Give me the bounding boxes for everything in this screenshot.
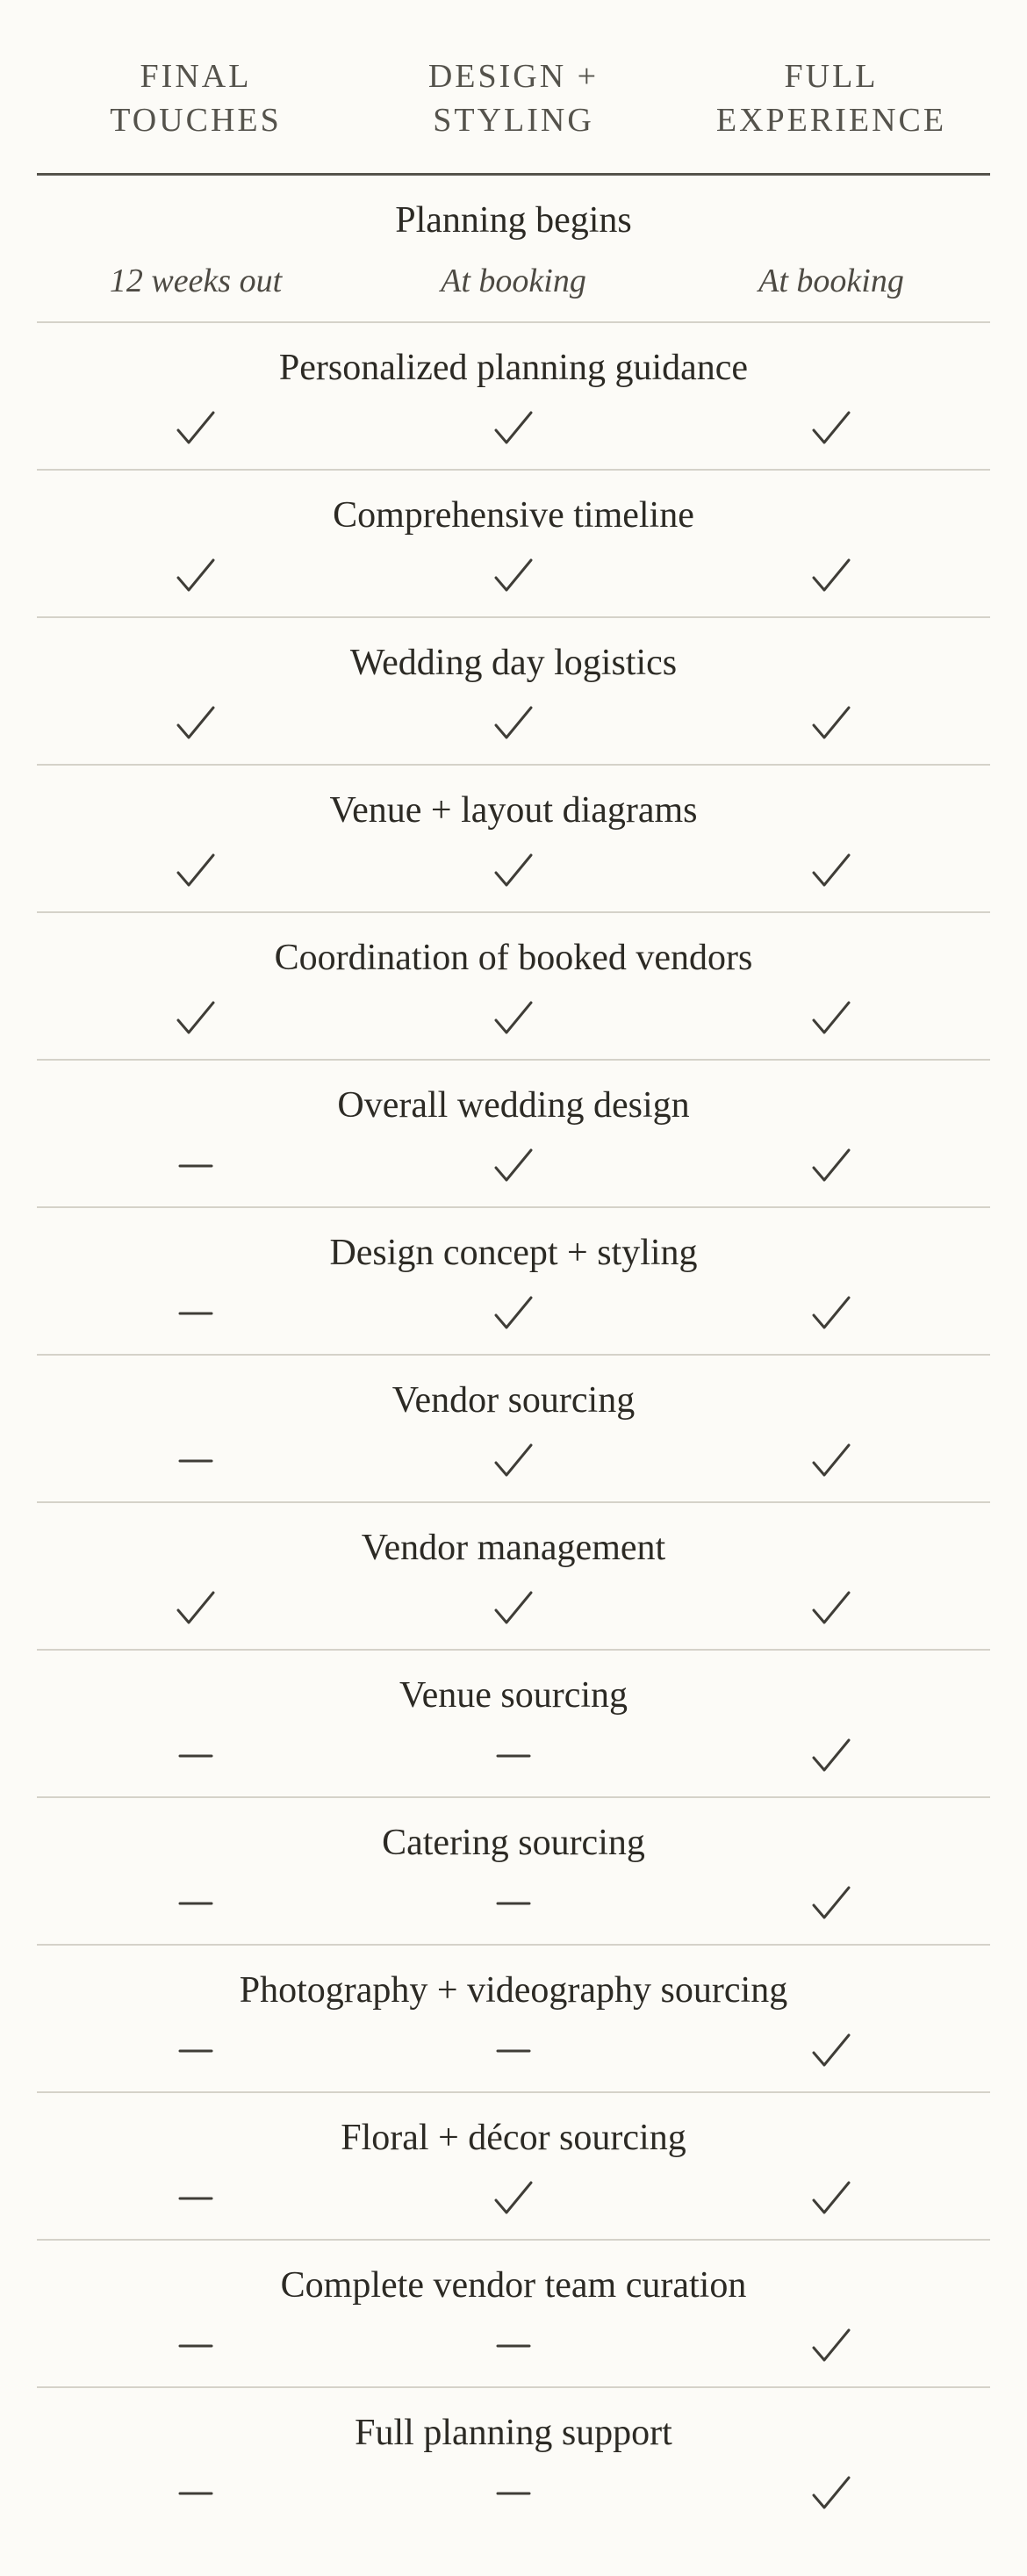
check-icon-design-styling (355, 2174, 672, 2223)
column-header-design-styling: DESIGN + STYLING (427, 58, 600, 139)
planning-begins-row (37, 176, 990, 323)
feature-label: Floral + décor sourcing (341, 2118, 686, 2158)
feature-row (37, 618, 990, 766)
dash-icon-design-styling (355, 2321, 672, 2371)
dash-icon (496, 2490, 531, 2497)
check-icon (810, 999, 852, 1038)
dash-icon (178, 1457, 213, 1464)
check-icon-full-experience (672, 1584, 990, 1633)
check-icon-final-touches (37, 699, 355, 748)
check-icon (175, 409, 217, 448)
check-icon-design-styling (355, 1289, 672, 1338)
check-icon-design-styling (355, 404, 672, 453)
dash-icon (496, 2342, 531, 2349)
row-cells (37, 994, 990, 1043)
dash-icon (178, 2342, 213, 2349)
dash-icon (496, 2047, 531, 2054)
check-icon-design-styling (355, 1436, 672, 1486)
check-icon-final-touches (37, 994, 355, 1043)
row-cells (37, 1436, 990, 1486)
feature-label: Complete vendor team curation (280, 2265, 747, 2306)
dash-icon-final-touches (37, 2469, 355, 2518)
feature-row (37, 2388, 990, 2536)
feature-row (37, 766, 990, 913)
dash-icon (178, 1752, 213, 1759)
check-icon (175, 557, 217, 595)
check-icon-full-experience (672, 1289, 990, 1338)
feature-label: Full planning support (355, 2413, 672, 2453)
check-icon (810, 2327, 852, 2365)
dash-icon-design-styling (355, 2026, 672, 2076)
dash-icon (496, 1900, 531, 1907)
check-icon-full-experience (672, 1141, 990, 1191)
dash-icon-final-touches (37, 1289, 355, 1338)
row-cells (37, 846, 990, 896)
planning-start-design-styling: At booking (441, 263, 586, 299)
feature-row (37, 2093, 990, 2241)
table-body (37, 176, 990, 2536)
check-icon-full-experience (672, 699, 990, 748)
feature-row (37, 471, 990, 618)
feature-label: Vendor management (361, 1528, 666, 1568)
planning-start-full-experience: At booking (758, 263, 904, 299)
feature-label: Venue + layout diagrams (329, 790, 698, 831)
check-icon (492, 409, 535, 448)
dash-icon (178, 2490, 213, 2497)
dash-icon-design-styling (355, 1731, 672, 1781)
check-icon (810, 1147, 852, 1185)
planning-start-final-touches: 12 weeks out (109, 263, 283, 299)
check-icon (810, 1589, 852, 1628)
dash-icon-final-touches (37, 1141, 355, 1191)
check-icon-final-touches (37, 404, 355, 453)
check-icon (492, 2179, 535, 2218)
comparison-table (37, 0, 990, 2536)
check-icon-design-styling (355, 846, 672, 896)
check-icon (175, 1589, 217, 1628)
check-icon-final-touches (37, 1584, 355, 1633)
dash-icon-final-touches (37, 1436, 355, 1486)
dash-icon-final-touches (37, 2321, 355, 2371)
check-icon-design-styling (355, 551, 672, 601)
column-header-full-experience: FULL EXPERIENCE (715, 58, 947, 139)
check-icon (810, 1442, 852, 1480)
dash-icon (178, 2047, 213, 2054)
check-icon-full-experience (672, 551, 990, 601)
check-icon (492, 1294, 535, 1333)
feature-label: Comprehensive timeline (333, 495, 694, 536)
check-icon (492, 999, 535, 1038)
feature-row (37, 1798, 990, 1946)
feature-row (37, 1503, 990, 1651)
feature-row (37, 1208, 990, 1356)
check-icon-design-styling (355, 699, 672, 748)
row-cells (37, 404, 990, 453)
check-icon (175, 852, 217, 890)
check-icon (810, 704, 852, 743)
row-cells (37, 2026, 990, 2076)
check-icon (492, 1442, 535, 1480)
check-icon-full-experience (672, 2321, 990, 2371)
feature-label: Coordination of booked vendors (274, 938, 753, 978)
dash-icon-final-touches (37, 1731, 355, 1781)
check-icon-full-experience (672, 2469, 990, 2518)
feature-row (37, 1651, 990, 1798)
feature-row (37, 1946, 990, 2093)
feature-label: Venue sourcing (399, 1675, 628, 1716)
row-cells (37, 2174, 990, 2223)
check-icon (810, 1737, 852, 1775)
check-icon-full-experience (672, 2174, 990, 2223)
feature-row (37, 2241, 990, 2388)
check-icon-full-experience (672, 1731, 990, 1781)
feature-label: Photography + videography sourcing (239, 1970, 788, 2011)
check-icon (810, 409, 852, 448)
row-cells (37, 1141, 990, 1191)
feature-label: Catering sourcing (382, 1823, 645, 1863)
dash-icon (496, 1752, 531, 1759)
check-icon (175, 999, 217, 1038)
feature-label: Vendor sourcing (391, 1380, 636, 1421)
feature-label: Personalized planning guidance (278, 348, 749, 388)
check-icon (810, 2179, 852, 2218)
feature-label: Design concept + styling (329, 1233, 698, 1273)
dash-icon (178, 1900, 213, 1907)
dash-icon-design-styling (355, 1879, 672, 1928)
check-icon-final-touches (37, 551, 355, 601)
dash-icon-design-styling (355, 2469, 672, 2518)
row-cells (37, 2469, 990, 2518)
check-icon-design-styling (355, 1141, 672, 1191)
table-header (37, 35, 990, 176)
check-icon-full-experience (672, 1436, 990, 1486)
feature-row (37, 323, 990, 471)
dash-icon (178, 1310, 213, 1317)
check-icon (810, 1884, 852, 1923)
check-icon-design-styling (355, 1584, 672, 1633)
column-header-final-touches: FINAL TOUCHES (110, 58, 282, 139)
check-icon (492, 1147, 535, 1185)
feature-label: Wedding day logistics (349, 643, 678, 683)
check-icon (492, 704, 535, 743)
dash-icon-final-touches (37, 2026, 355, 2076)
feature-row (37, 1061, 990, 1208)
row-cells (37, 1731, 990, 1781)
row-cells (37, 1584, 990, 1633)
check-icon (492, 852, 535, 890)
check-icon-full-experience (672, 1879, 990, 1928)
feature-row (37, 1356, 990, 1503)
feature-label: Overall wedding design (337, 1085, 690, 1126)
feature-row (37, 913, 990, 1061)
row-cells (37, 1289, 990, 1338)
check-icon-full-experience (672, 846, 990, 896)
check-icon-full-experience (672, 994, 990, 1043)
check-icon (810, 1294, 852, 1333)
check-icon (492, 1589, 535, 1628)
dash-icon-final-touches (37, 2174, 355, 2223)
check-icon-full-experience (672, 2026, 990, 2076)
dash-icon-final-touches (37, 1879, 355, 1928)
row-cells (37, 2321, 990, 2371)
check-icon (492, 557, 535, 595)
check-icon-design-styling (355, 994, 672, 1043)
check-icon (810, 557, 852, 595)
check-icon (175, 704, 217, 743)
row-label: Planning begins (395, 200, 632, 241)
check-icon (810, 852, 852, 890)
check-icon (810, 2474, 852, 2513)
row-cells (37, 256, 990, 306)
row-cells (37, 551, 990, 601)
check-icon-full-experience (672, 404, 990, 453)
dash-icon (178, 2195, 213, 2202)
check-icon-final-touches (37, 846, 355, 896)
dash-icon (178, 1162, 213, 1169)
row-cells (37, 699, 990, 748)
check-icon (810, 2032, 852, 2070)
row-cells (37, 1879, 990, 1928)
